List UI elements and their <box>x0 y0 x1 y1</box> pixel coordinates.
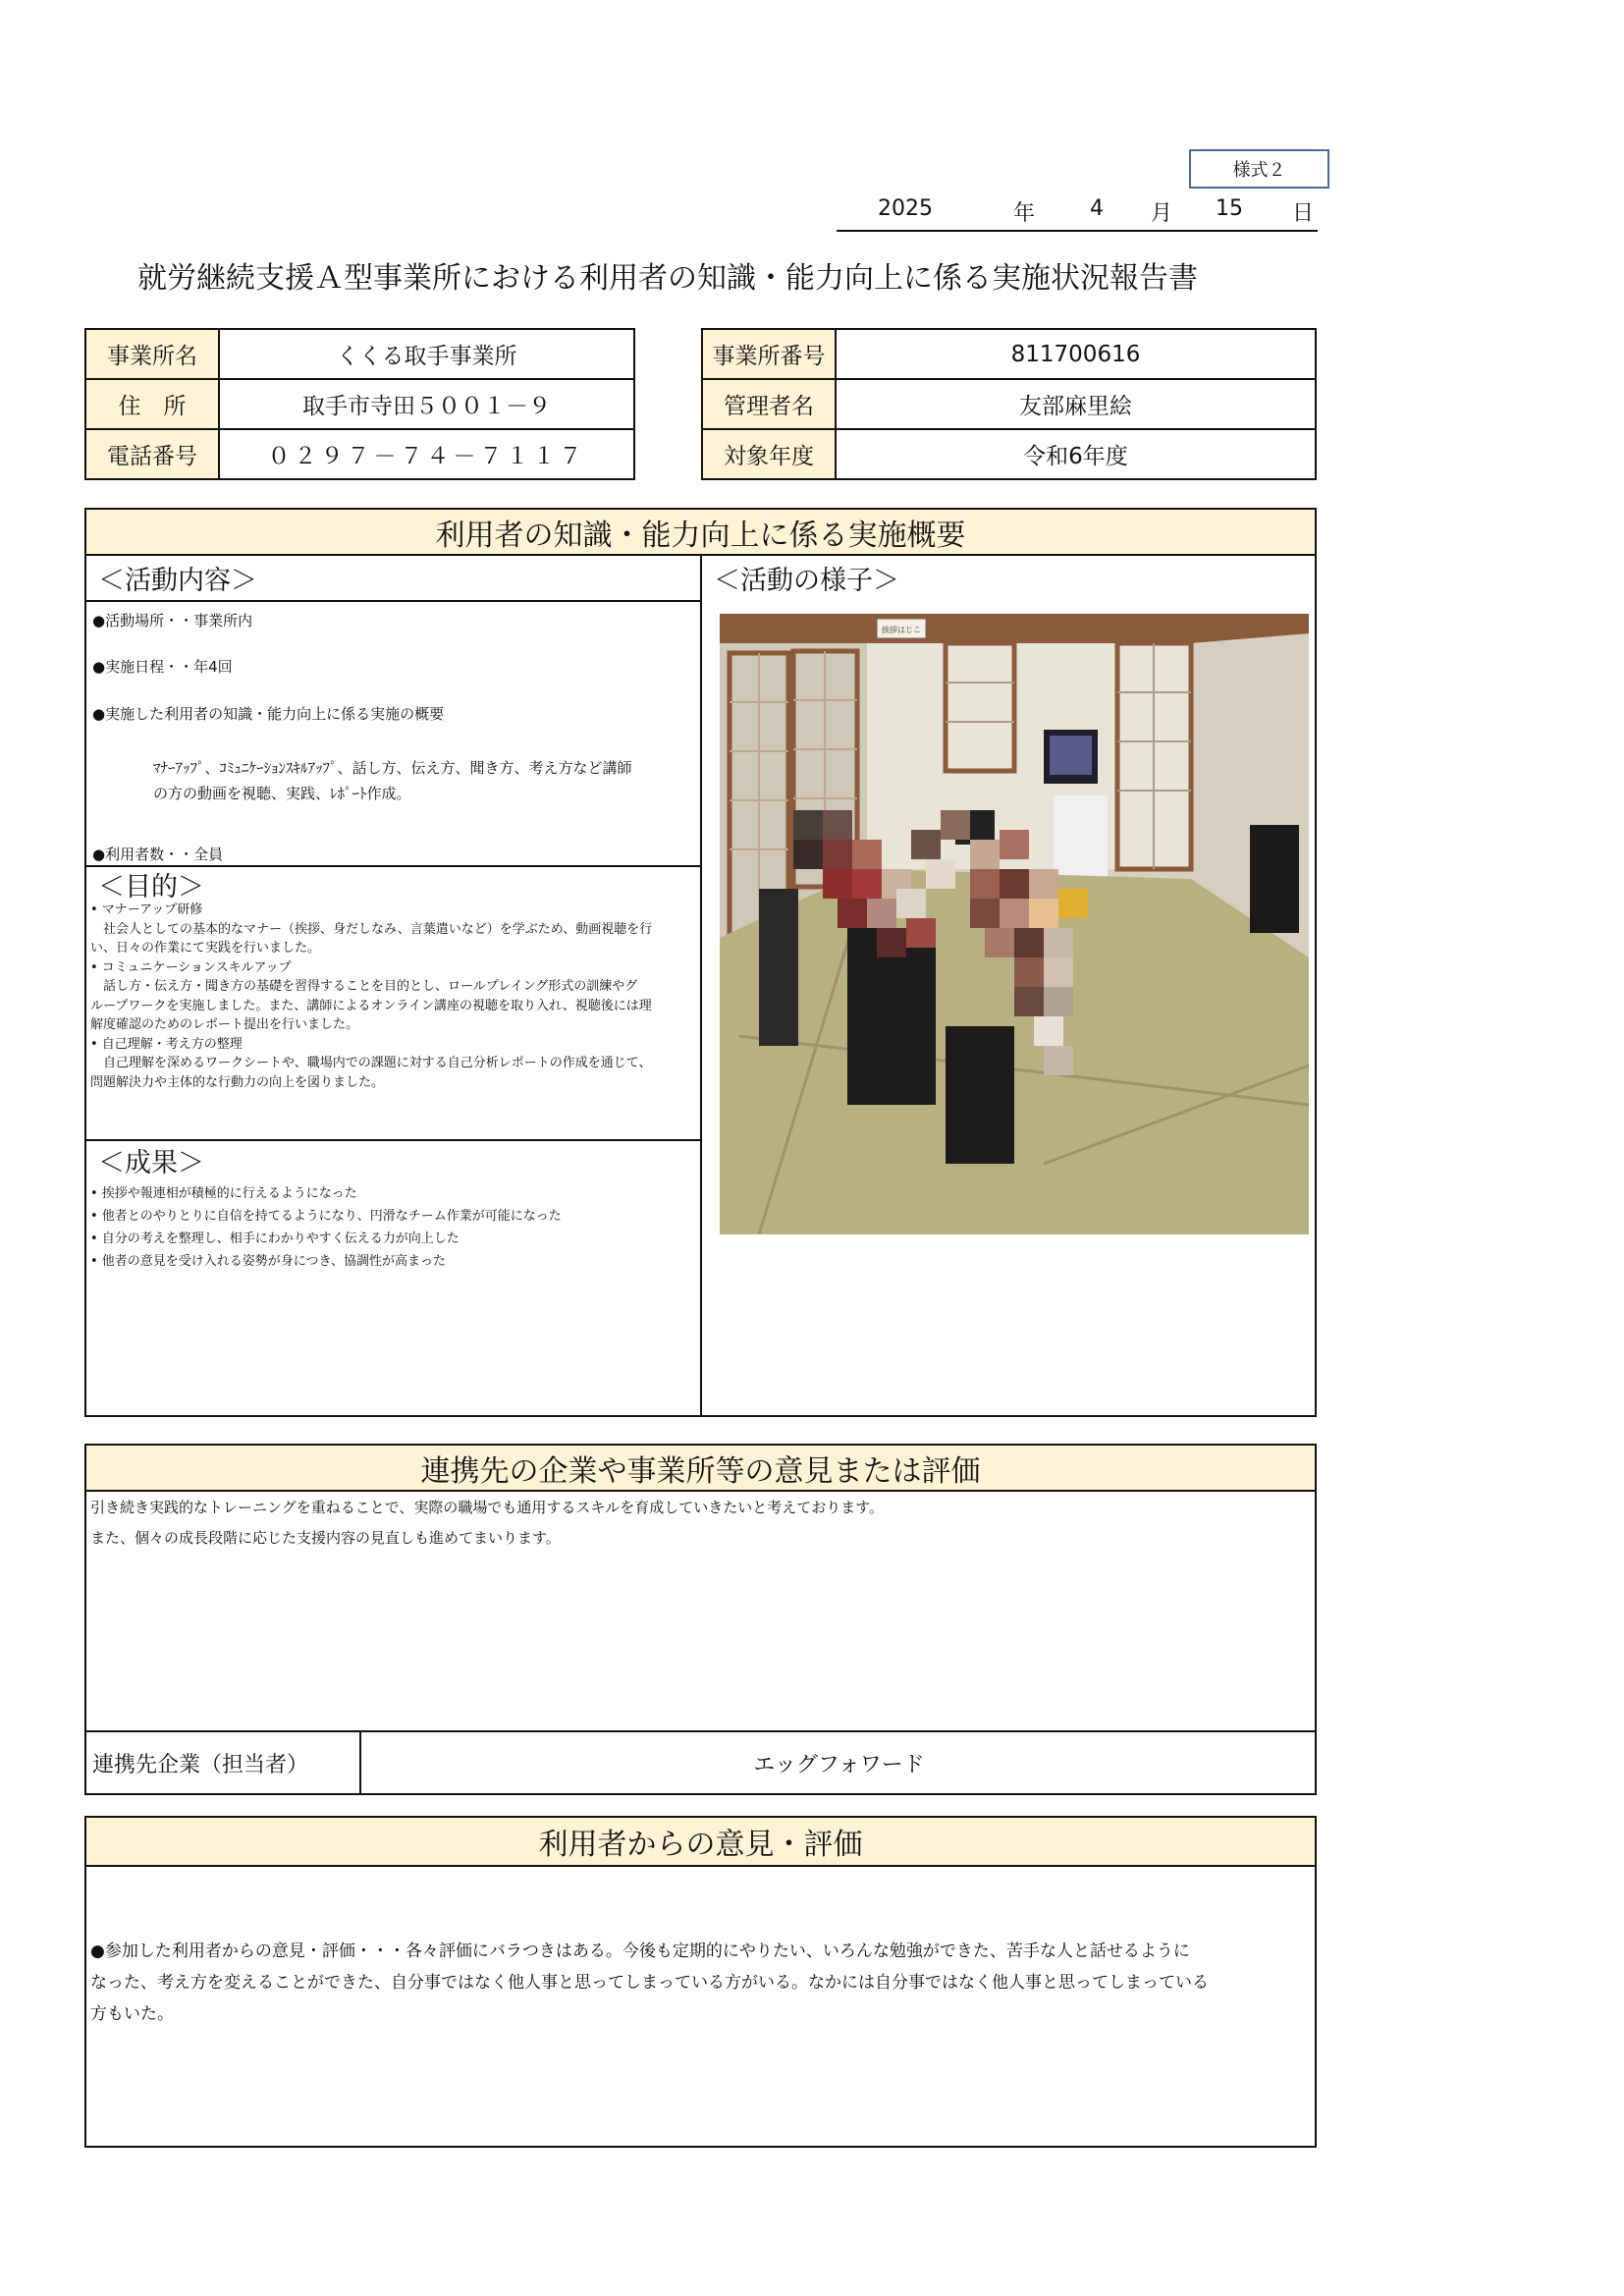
report-date <box>837 192 1318 232</box>
comment-line: なった、考え方を変えることができた、自分事ではなく他人事と思ってしまっている方がいる。なかには自分事ではなく他人事と思ってしまっている <box>90 1973 1209 1993</box>
photo-heading: ＜活動の様子＞ <box>714 566 899 596</box>
date-day: 15 <box>1216 196 1243 221</box>
purpose-content <box>90 901 699 1092</box>
office-number-value: 811700616 <box>836 329 1316 379</box>
purpose-heading: ＜目的＞ <box>98 872 204 902</box>
user-eval-title: 利用者からの意見・評価 <box>86 1818 1315 1867</box>
address-label: 住 所 <box>85 379 219 429</box>
comment-line: 引き続き実践的なトレーニングを重ねることで、実際の職場でも通用するスキルを育成していきたいと考えております。 <box>90 1499 885 1516</box>
table-row <box>702 379 1316 429</box>
results-heading: ＜成果＞ <box>98 1148 204 1178</box>
office-number-label: 事業所番号 <box>702 329 836 379</box>
list-item: ループワークを実施しました。また、講師によるオンライン講座の視聴を取り入れ、視聴後には理 <box>90 998 652 1013</box>
divider <box>86 600 700 602</box>
partner-section <box>84 1444 1317 1795</box>
participant-count: ●利用者数・・全員 <box>92 846 224 863</box>
table-row <box>702 429 1316 479</box>
office-name-label: 事業所名 <box>85 329 219 379</box>
results-content <box>90 1182 699 1273</box>
list-item: • マナーアップ研修 <box>90 902 203 917</box>
partner-company-value: エッグフォワード <box>753 1752 925 1777</box>
comment-line: 方もいた。 <box>90 2004 174 2024</box>
date-month: 4 <box>1090 196 1104 221</box>
date-day-unit: 日 <box>1292 201 1315 226</box>
fiscal-year-value: 令和6年度 <box>836 429 1316 479</box>
list-item: • 自分の考えを整理し、相手にわかりやすく伝える力が向上した <box>90 1231 460 1246</box>
list-item: 社会人としての基本的なマナー（挨拶、身だしなみ、言葉遣いなど）を学ぶため、動画視聴を行 <box>90 921 653 937</box>
comment-line: ●参加した利用者からの意見・評価・・・各々評価にバラつきはある。今後も定期的にやりたい、いろんな勉強ができた、苦手な人と話せるように <box>90 1941 1190 1961</box>
partner-title: 連携先の企業や事業所等の意見または評価 <box>86 1446 1315 1492</box>
list-item: • 他者とのやりとりに自信を持てるようになり、円滑なチーム作業が可能になった <box>90 1209 562 1224</box>
partner-comment <box>90 1493 1308 1554</box>
list-item: 自己理解を深めるワークシートや、職場内での課題に対する自己分析レポートの作成を通じて、 <box>90 1056 652 1070</box>
partner-company-label: 連携先企業（担当者） <box>86 1732 361 1793</box>
manager-value: 友部麻里絵 <box>836 379 1316 429</box>
table-row <box>85 429 634 479</box>
form-number-tag: 様式２ <box>1189 149 1329 189</box>
date-year-unit: 年 <box>1013 201 1036 226</box>
activity-summary-line: ﾏﾅｰｱｯﾌﾟ、ｺﾐｭﾆｹｰｼｮﾝｽｷﾙｱｯﾌﾟ、話し方、伝え方、聞き方、考え方など講師 <box>153 759 632 777</box>
activity-photo <box>720 614 1309 1234</box>
office-info-table <box>84 328 635 480</box>
address-value: 取手市寺田５００１－９ <box>219 379 634 429</box>
list-item: 解度確認のためのレポート提出を行いました。 <box>90 1017 359 1032</box>
user-eval-section <box>84 1816 1317 2148</box>
comment-line: また、個々の成長段階に応じた支援内容の見直しも進めてまいります。 <box>90 1529 561 1547</box>
table-row <box>85 379 634 429</box>
office-admin-table <box>701 328 1317 480</box>
activity-place: ●活動場所・・事業所内 <box>92 612 253 629</box>
photo-sign-text: 挨拶はじこ <box>882 626 921 634</box>
document-title: 就労継続支援Ａ型事業所における利用者の知識・能力向上に係る実施状況報告書 <box>137 261 1198 296</box>
activity-heading: ＜活動内容＞ <box>98 566 257 596</box>
list-item: • 自己理解・考え方の整理 <box>90 1036 243 1052</box>
list-item: • コミュニケーションスキルアップ <box>90 959 292 975</box>
list-item: 問題解決力や主体的な行動力の向上を図りました。 <box>90 1074 385 1090</box>
list-item: 話し方・伝え方・聞き方の基礎を習得することを目的とし、ロールプレイング形式の訓練やグ <box>90 979 638 994</box>
user-eval-comment <box>90 1936 1313 2030</box>
phone-label: 電話番号 <box>85 429 219 479</box>
column-divider <box>700 556 702 1415</box>
manager-label: 管理者名 <box>702 379 836 429</box>
activity-summary-line: の方の動画を視聴、実践、ﾚﾎﾟｰﾄ作成。 <box>153 785 411 802</box>
office-name-value: くくる取手事業所 <box>219 329 634 379</box>
date-month-unit: 月 <box>1151 201 1173 226</box>
activity-summary-heading: ●実施した利用者の知識・能力向上に係る実施の概要 <box>92 705 445 723</box>
overview-title: 利用者の知識・能力向上に係る実施概要 <box>86 510 1315 556</box>
table-row <box>85 329 634 379</box>
list-item: い、日々の作業にて実践を行いました。 <box>90 941 321 956</box>
list-item: • 他者の意見を受け入れる姿勢が身につき、協調性が高まった <box>90 1254 447 1269</box>
phone-value: ０２９７－７４－７１１７ <box>219 429 634 479</box>
fiscal-year-label: 対象年度 <box>702 429 836 479</box>
list-item: • 挨拶や報連相が積極的に行えるようになった <box>90 1186 357 1201</box>
table-row <box>702 329 1316 379</box>
activity-schedule: ●実施日程・・年4回 <box>92 658 233 676</box>
date-year: 2025 <box>878 196 933 221</box>
